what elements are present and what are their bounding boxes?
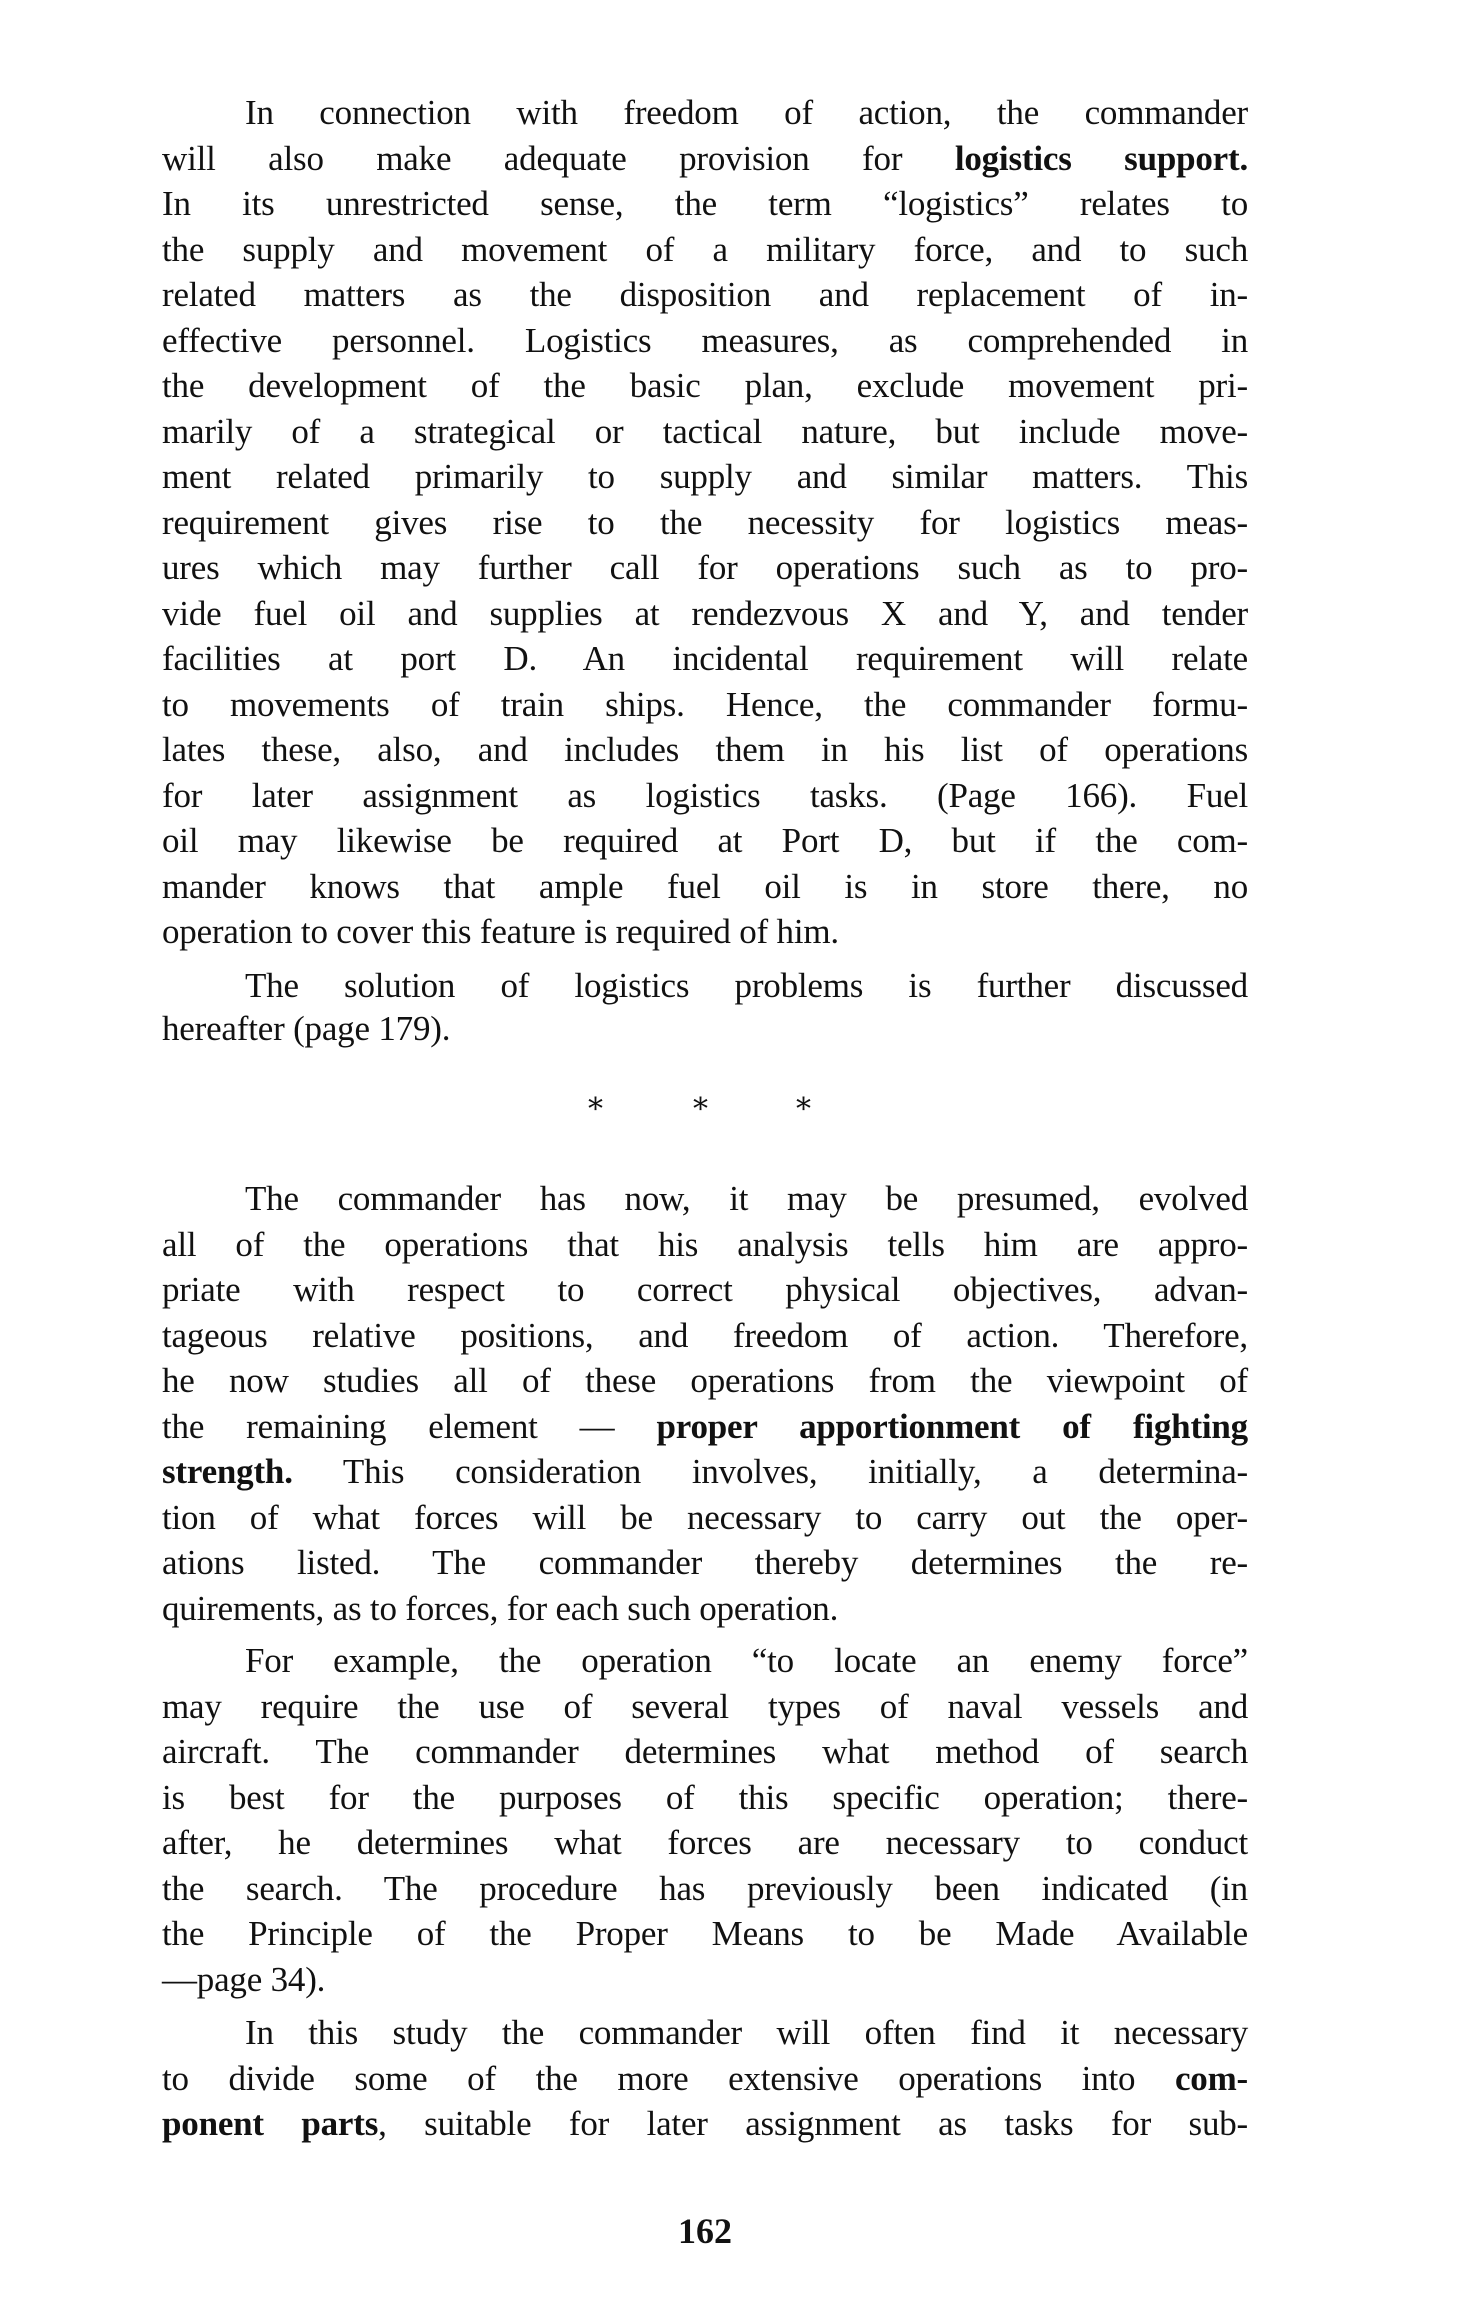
- text-line: aircraft. The commander determines what method of search: [162, 1732, 1248, 1771]
- text-line: is best for the purposes of this specific operation; there-: [162, 1777, 1248, 1817]
- text-line: the supply and movement of a military force, and to such: [162, 229, 1248, 269]
- text-line: may require the use of several types of naval vessels and: [162, 1686, 1248, 1726]
- bold-term: com-: [1174, 2058, 1248, 2098]
- text-line: mander knows that ample fuel oil is in store there, no: [162, 866, 1248, 906]
- text-line: [162, 1404, 1248, 1450]
- text-line: In its unrestricted sense, the term “logistics” relates to: [162, 184, 1248, 223]
- text-line: the Principle of the Proper Means to be Made Available: [162, 1914, 1248, 1953]
- text-line: The solution of logistics problems is further discussed: [245, 966, 1248, 1005]
- bold-term: logistics support.: [954, 138, 1249, 178]
- text-line: quirements, as to forces, for each such operation.: [162, 1588, 839, 1628]
- text-line: the search. The procedure has previously been indicated (in: [162, 1868, 1248, 1908]
- text-line: ures which may further call for operations such as to pro-: [162, 548, 1248, 587]
- text-line: the development of the basic plan, exclude movement pri-: [162, 366, 1248, 405]
- text-line: related matters as the disposition and replacement of in-: [162, 275, 1248, 314]
- text-line: In connection with freedom of action, the commander: [245, 93, 1248, 132]
- text-line: In this study the commander will often find it necessary: [245, 2013, 1248, 2052]
- text-line: for later assignment as logistics tasks. (Page 166). Fuel: [162, 775, 1248, 815]
- text-line: tageous relative positions, and freedom of action. Therefore,: [162, 1315, 1248, 1355]
- text-line: operation to cover this feature is required of him.: [162, 912, 839, 951]
- text-line: [162, 1449, 1248, 1495]
- text-line: marily of a strategical or tactical nature, but include move-: [162, 411, 1248, 451]
- text-line: effective personnel. Logistics measures, as comprehended in: [162, 320, 1248, 360]
- text-line: tion of what forces will be necessary to carry out the oper-: [162, 1497, 1248, 1537]
- text-line: [162, 2056, 1248, 2102]
- text-line: to movements of train ships. Hence, the commander formu-: [162, 684, 1248, 724]
- text-line: —page 34).: [162, 1959, 326, 1999]
- text-line: priate with respect to correct physical objectives, advan-: [162, 1270, 1248, 1309]
- text-line: vide fuel oil and supplies at rendezvous X and Y, and tender: [162, 593, 1248, 633]
- text-span: to divide some of the more extensive operations into: [162, 2058, 1175, 2098]
- text-line: after, he determines what forces are necessary to conduct: [162, 1823, 1248, 1862]
- text-line: oil may likewise be required at Port D, but if the com-: [162, 821, 1248, 860]
- text-line: ment related primarily to supply and similar matters. This: [162, 457, 1248, 496]
- asterisk-icon: *: [796, 1092, 811, 1127]
- text-line: requirement gives rise to the necessity for logistics meas-: [162, 502, 1248, 542]
- text-line: hereafter (page 179).: [162, 1009, 451, 1048]
- text-span: , suitable for later assignment as tasks for sub-: [378, 2104, 1248, 2143]
- page-number: 162: [678, 2211, 732, 2251]
- text-line: he now studies all of these operations from the viewpoint of: [162, 1361, 1248, 1400]
- text-line: lates these, also, and includes them in his list of operations: [162, 730, 1248, 769]
- text-line: facilities at port D. An incidental requirement will relate: [162, 639, 1248, 678]
- text-line: all of the operations that his analysis tells him are appro-: [162, 1224, 1248, 1264]
- bold-term: proper apportionment of fighting: [656, 1406, 1248, 1446]
- text-span: This consideration involves, initially, a determina-: [292, 1452, 1248, 1491]
- text-span: will also make adequate provision for: [162, 138, 955, 178]
- text-span: the remaining element —: [162, 1406, 657, 1446]
- text-line: The commander has now, it may be presumed, evolved: [245, 1179, 1248, 1218]
- bold-term: ponent parts: [162, 2104, 379, 2143]
- text-line: ations listed. The commander thereby determines the re-: [162, 1543, 1248, 1582]
- section-separator: [0, 1090, 1459, 1130]
- asterisk-icon: *: [693, 1092, 708, 1127]
- text-line: For example, the operation “to locate an enemy force”: [245, 1641, 1248, 1680]
- text-line: [162, 2101, 1248, 2147]
- text-line: [162, 136, 1248, 182]
- bold-term: strength.: [162, 1452, 293, 1491]
- asterisk-icon: *: [588, 1092, 603, 1127]
